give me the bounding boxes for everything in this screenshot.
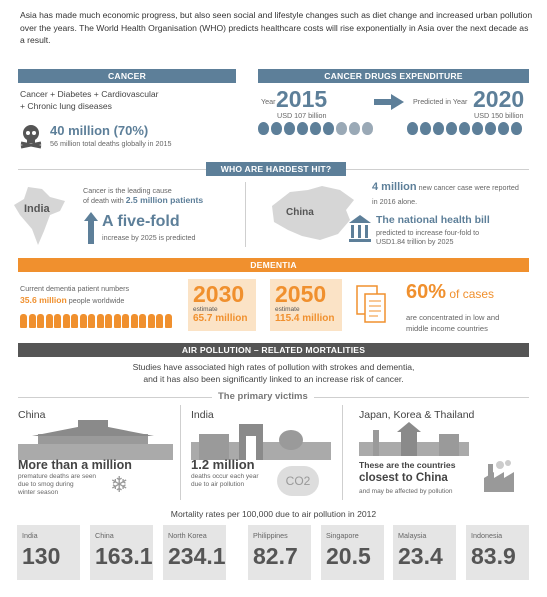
rate-box-india bbox=[17, 525, 80, 580]
people-icons-row bbox=[20, 314, 173, 333]
india-map-icon bbox=[10, 185, 72, 247]
victims-china-stat: More than a million bbox=[18, 458, 132, 472]
india-label: India bbox=[24, 203, 50, 215]
factory-icon bbox=[484, 460, 524, 492]
drugs-year-value: USD 107 billion bbox=[277, 111, 327, 120]
drugs-year: 2015 bbox=[276, 86, 328, 112]
dementia-2030-box bbox=[188, 279, 256, 331]
fivefold-sub: increase by 2025 is predicted bbox=[102, 233, 196, 242]
co2-cloud-icon: CO2 bbox=[277, 466, 319, 496]
rate-value: 130 bbox=[22, 543, 61, 569]
primary-victims-title: The primary victims bbox=[212, 391, 314, 402]
health-bill-title: The national health bill bbox=[376, 214, 490, 226]
dementia-current-stat: 35.6 million people worldwide bbox=[20, 295, 125, 305]
health-bill-line1: predicted to increase four-fold to bbox=[376, 228, 480, 237]
pollution-header: AIR POLLUTION – RELATED MORTALITIES bbox=[18, 343, 529, 357]
drugs-predicted-year: 2020 bbox=[473, 86, 525, 112]
dementia-2030-year: 2030 bbox=[193, 281, 245, 307]
victims-china-sub1: premature deaths are seen bbox=[18, 473, 97, 480]
rate-value: 20.5 bbox=[326, 543, 371, 569]
snowflake-icon: ❄ bbox=[110, 472, 129, 497]
dementia-percent-line2: middle income countries bbox=[406, 324, 488, 333]
rate-country: Malaysia bbox=[398, 531, 427, 540]
dementia-2050-year: 2050 bbox=[275, 281, 327, 307]
cancer-header: CANCER bbox=[18, 69, 236, 83]
pollution-desc-line1: Studies have associated high rates of pollution with strokes and dementia, bbox=[132, 362, 415, 372]
rate-value: 23.4 bbox=[398, 543, 443, 569]
drugs-predicted-value: USD 150 billion bbox=[474, 111, 524, 120]
dementia-percent-line1: are concentrated in low and bbox=[406, 313, 500, 322]
rate-box-north-korea bbox=[163, 525, 226, 580]
victims-jkt-stat1: These are the countries bbox=[359, 460, 456, 470]
rate-value: 82.7 bbox=[253, 543, 298, 569]
rate-value: 163.1 bbox=[95, 543, 153, 569]
rates-title: Mortality rates per 100,000 due to air pollution in 2012 bbox=[170, 509, 377, 519]
victims-china-label: China bbox=[18, 409, 46, 421]
victims-india-sub1: deaths occur each year bbox=[191, 473, 259, 480]
new-cases-line1: 4 million new cancer case were reported bbox=[372, 181, 519, 193]
rate-value: 83.9 bbox=[471, 543, 516, 569]
drugs-predicted-label: Predicted in Year bbox=[413, 97, 468, 106]
rate-box-philippines bbox=[248, 525, 311, 580]
new-cases-line2: in 2016 alone. bbox=[372, 197, 418, 206]
china-skyline-icon bbox=[18, 420, 173, 460]
rate-country: India bbox=[22, 531, 38, 540]
victims-jkt-label: Japan, Korea & Thailand bbox=[359, 409, 475, 421]
rate-country: Philippines bbox=[253, 531, 288, 540]
dementia-2050-value: 115.4 million bbox=[275, 313, 335, 324]
india-lead-line1: Cancer is the leading cause bbox=[83, 186, 172, 195]
fivefold-stat: A five-fold bbox=[102, 213, 180, 230]
money-bags-2020 bbox=[407, 122, 524, 140]
cancer-deaths-stat: 40 million (70%) bbox=[50, 123, 149, 138]
up-arrow-icon bbox=[84, 212, 98, 244]
pollution-desc-line2: and it has also been significantly linked to an increase risk of cancer. bbox=[143, 374, 404, 384]
jkt-skyline-icon bbox=[359, 422, 469, 456]
diseases-line1: Cancer + Diabetes + Cardiovascular bbox=[20, 89, 159, 99]
drugs-year-label: Year bbox=[261, 97, 276, 106]
victims-jkt-stat2: closest to China bbox=[359, 472, 448, 484]
victims-india-sub2: due to air pollution bbox=[191, 481, 245, 488]
victims-china-sub2: due to smog during bbox=[18, 481, 74, 488]
dementia-2030-value: 65.7 million bbox=[193, 313, 248, 324]
rate-box-china bbox=[90, 525, 153, 580]
right-arrow-icon bbox=[374, 94, 404, 110]
rate-box-indonesia bbox=[466, 525, 529, 580]
rate-country: North Korea bbox=[168, 531, 207, 540]
dementia-header: DEMENTIA bbox=[18, 258, 529, 272]
documents-icon bbox=[356, 285, 388, 325]
rate-box-malaysia bbox=[393, 525, 456, 580]
dementia-percent-stat: 60% of cases bbox=[406, 281, 495, 303]
india-skyline-icon bbox=[191, 420, 331, 460]
rate-country: China bbox=[95, 531, 114, 540]
china-label: China bbox=[286, 207, 314, 218]
rate-value: 234.1 bbox=[168, 543, 226, 569]
government-building-icon bbox=[349, 215, 371, 243]
money-bags-2015 bbox=[258, 122, 375, 140]
rate-box-singapore bbox=[321, 525, 384, 580]
hardest-header: WHO ARE HARDEST HIT? bbox=[206, 162, 346, 176]
intro-text: Asia has made much economic progress, but also seen social and lifestyle changes such as diet change and increased urban pollution over the years. The World Health Organisation (WHO) predicts healthcare costs will rise exponentially in Asia over the next decade as a result. bbox=[20, 10, 533, 46]
health-bill-line2: USD1.84 trillion by 2025 bbox=[376, 237, 454, 246]
diseases-line2: + Chronic lung diseases bbox=[20, 101, 112, 111]
dementia-2050-box bbox=[270, 279, 342, 331]
dementia-2050-estimate-label: estimate bbox=[275, 306, 300, 313]
victims-india-label: India bbox=[191, 409, 214, 421]
cancer-deaths-sub: 56 million total deaths globally in 2015 bbox=[50, 139, 172, 148]
rate-country: Indonesia bbox=[471, 531, 503, 540]
victims-jkt-sub: and may be affected by pollution bbox=[359, 488, 453, 495]
skull-crossbones-icon bbox=[18, 123, 44, 149]
dementia-2030-estimate-label: estimate bbox=[193, 306, 218, 313]
victims-india-stat: 1.2 million bbox=[191, 457, 255, 472]
india-lead-line2: of death with 2.5 million patients bbox=[83, 195, 204, 205]
victims-china-sub3: winter season bbox=[18, 489, 59, 496]
drugs-header: CANCER DRUGS EXPENDITURE bbox=[258, 69, 529, 83]
rate-country: Singapore bbox=[326, 531, 359, 540]
dementia-current-label: Current dementia patient numbers bbox=[20, 284, 130, 293]
